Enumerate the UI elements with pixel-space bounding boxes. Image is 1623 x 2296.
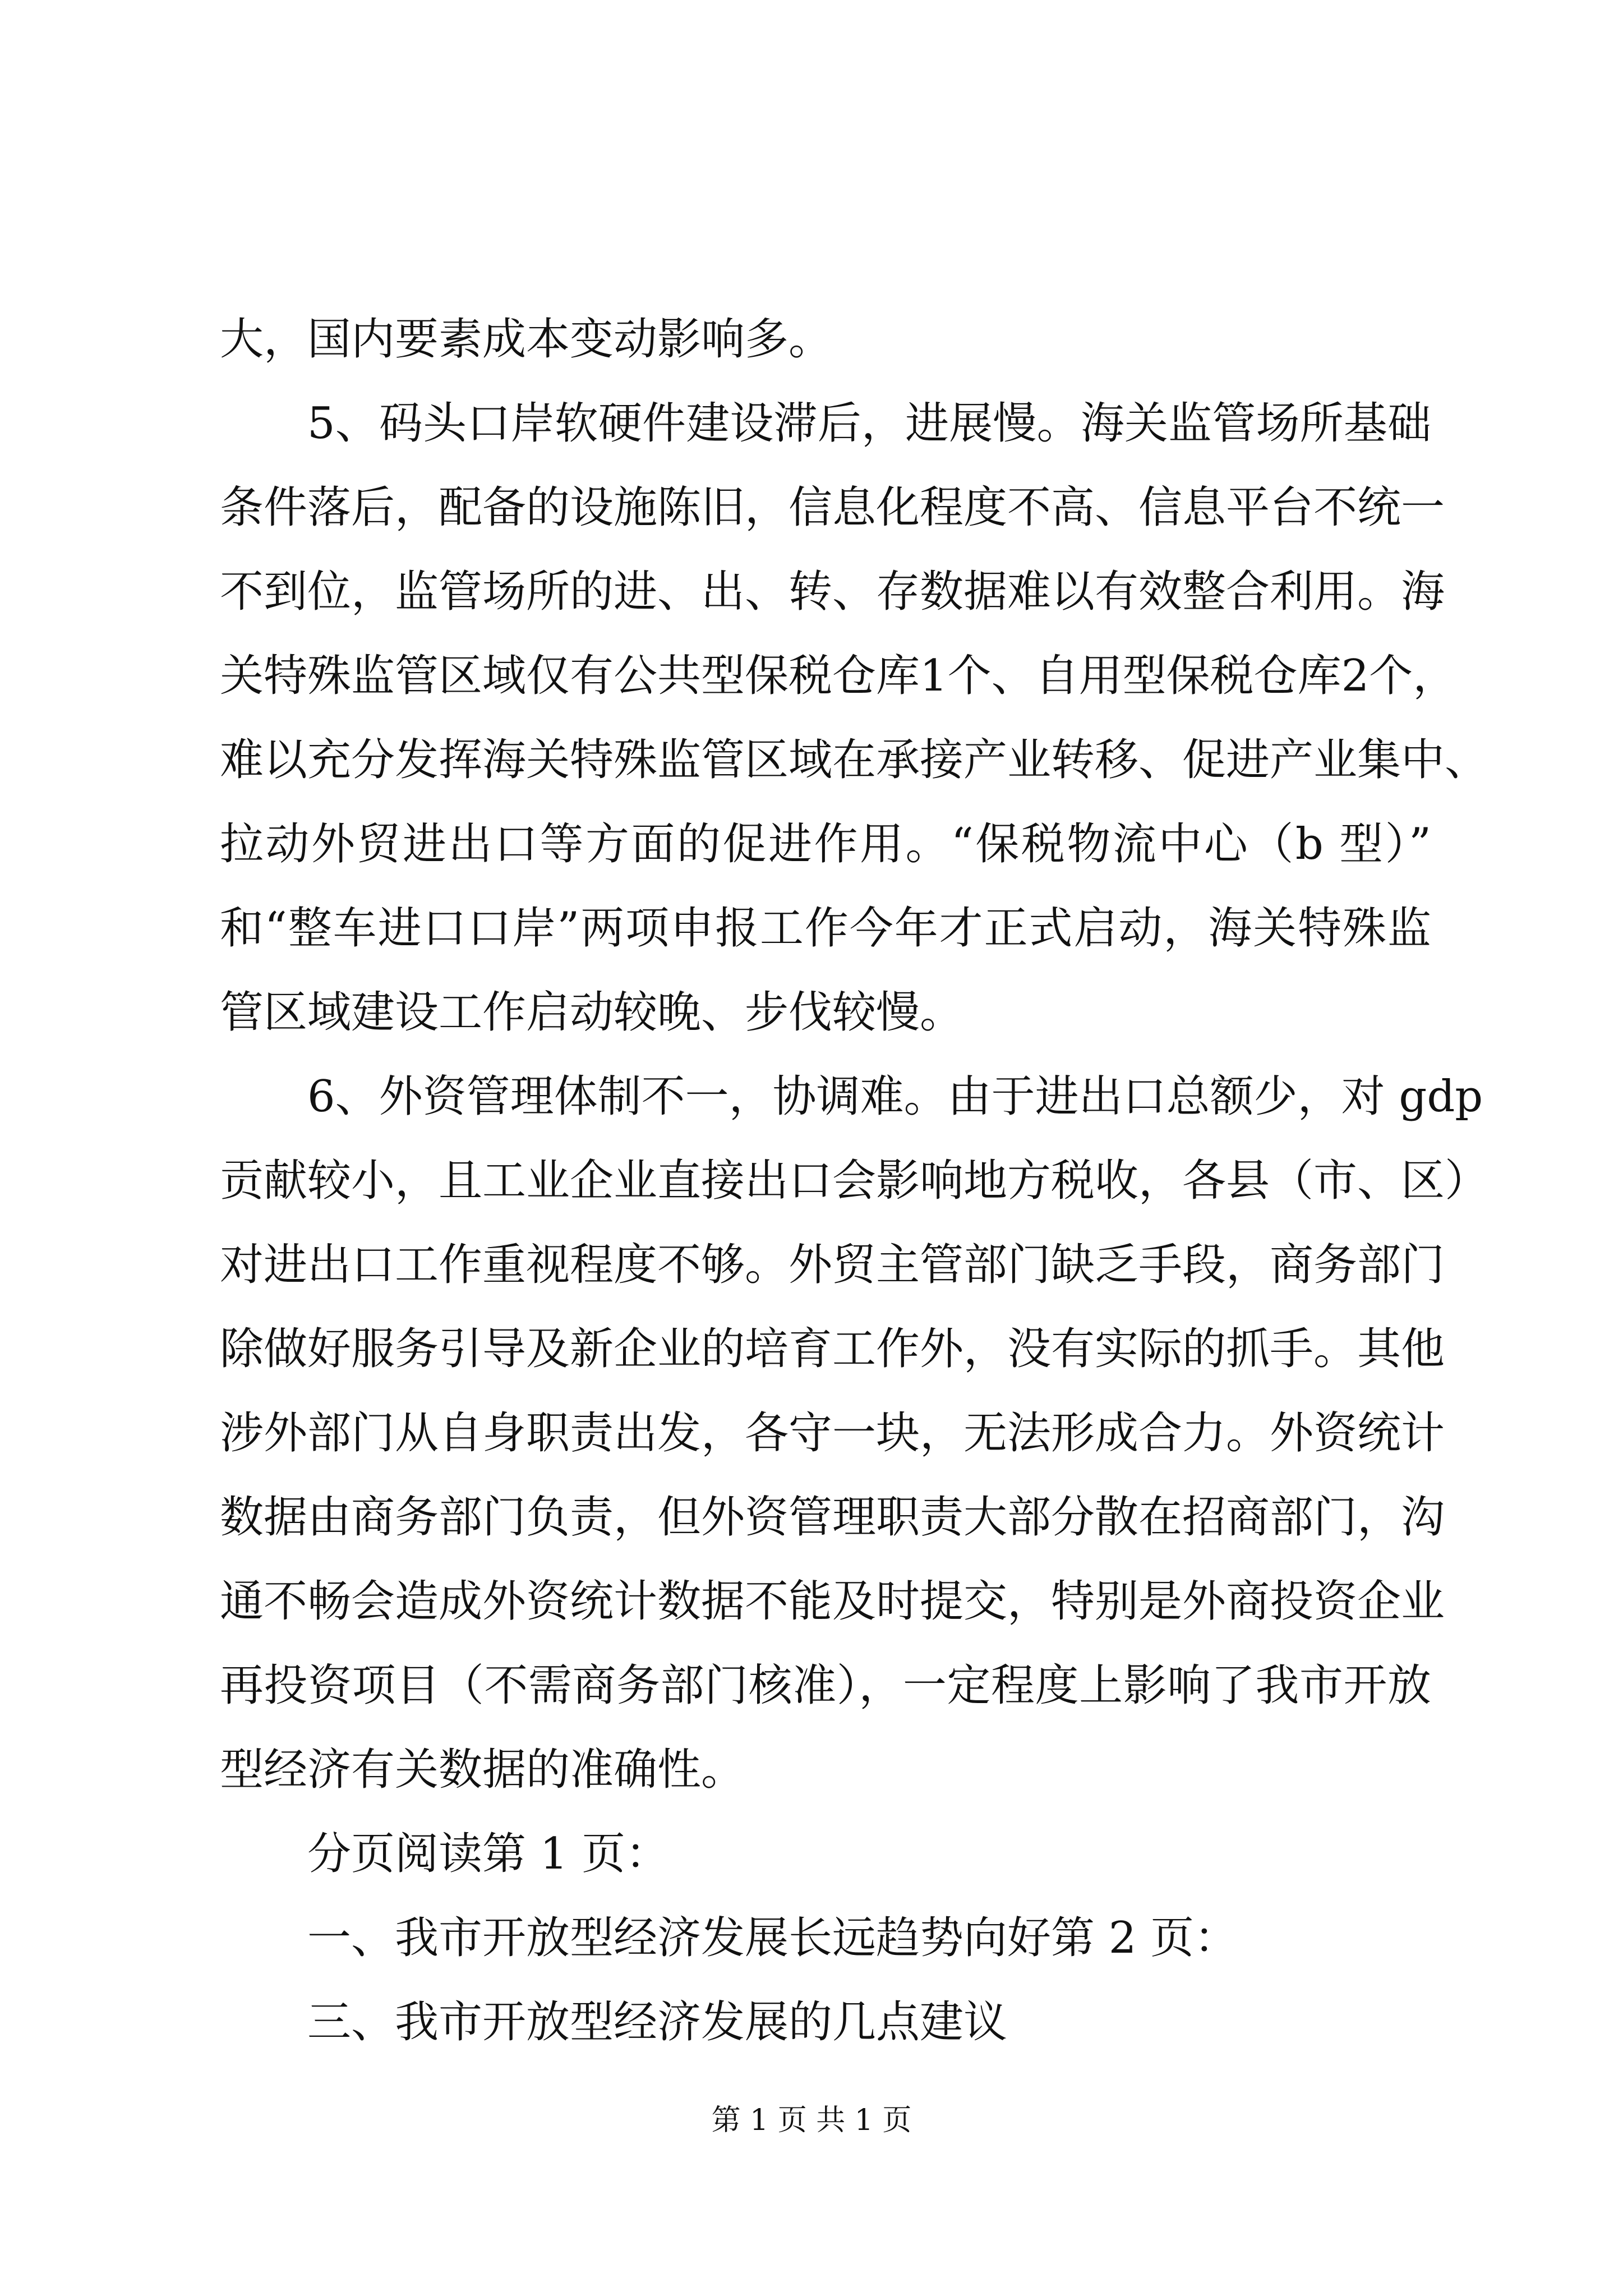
paragraph-line-10: 6、外资管理体制不一，协调难。由于进出口总额少，对 gdp bbox=[307, 1071, 1483, 1122]
pagination-link-page-2[interactable]: 三、我市开放型经济发展的几点建议 bbox=[307, 1997, 1008, 2047]
paragraph-line-2: 5、码头口岸软硬件建设滞后，进展慢。海关监管场所基础 bbox=[307, 398, 1431, 449]
paragraph-line-13: 除做好服务引导及新企业的培育工作外，没有实际的抓手。其他 bbox=[220, 1324, 1445, 1374]
paragraph-line-6: 难以充分发挥海关特殊监管区域在承接产业转移、促进产业集中、 bbox=[220, 735, 1489, 785]
pagination-link-page-1[interactable]: 一、我市开放型经济发展长远趋势向好第 2 页： bbox=[307, 1913, 1238, 1963]
paragraph-line-9: 管区域建设工作启动较晚、步伐较慢。 bbox=[220, 987, 964, 1038]
paragraph-line-3: 条件落后，配备的设施陈旧，信息化程度不高、信息平台不统一 bbox=[220, 482, 1445, 533]
paragraph-line-7: 拉动外贸进出口等方面的促进作用。“保税物流中心（b 型）” bbox=[220, 819, 1431, 869]
paragraph-line-8: 和“整车进口口岸”两项申报工作今年才正式启动，海关特殊监 bbox=[220, 903, 1431, 954]
paragraph-line-11: 贡献较小，且工业企业直接出口会影响地方税收，各县（市、区） bbox=[220, 1156, 1489, 1206]
paragraph-line-12: 对进出口工作重视程度不够。外贸主管部门缺乏手段，商务部门 bbox=[220, 1240, 1445, 1290]
pagination-label: 分页阅读第 1 页： bbox=[307, 1829, 670, 1879]
paragraph-line-5: 关特殊监管区域仅有公共型保税仓库1个、自用型保税仓库2个， bbox=[220, 651, 1457, 701]
paragraph-line-14: 涉外部门从自身职责出发，各守一块，无法形成合力。外资统计 bbox=[220, 1408, 1445, 1458]
paragraph-line-18: 型经济有关数据的准确性。 bbox=[220, 1745, 745, 1795]
paragraph-line-4: 不到位，监管场所的进、出、转、存数据难以有效整合利用。海 bbox=[220, 567, 1445, 617]
paragraph-line-17: 再投资项目（不需商务部门核准），一定程度上影响了我市开放 bbox=[220, 1660, 1431, 1711]
paragraph-line-1: 大，国内要素成本变动影响多。 bbox=[220, 314, 833, 365]
page-footer: 第 1 页 共 1 页 bbox=[711, 2104, 912, 2137]
paragraph-line-16: 通不畅会造成外资统计数据不能及时提交，特别是外商投资企业 bbox=[220, 1576, 1445, 1627]
paragraph-line-15: 数据由商务部门负责，但外资管理职责大部分散在招商部门，沟 bbox=[220, 1492, 1445, 1543]
